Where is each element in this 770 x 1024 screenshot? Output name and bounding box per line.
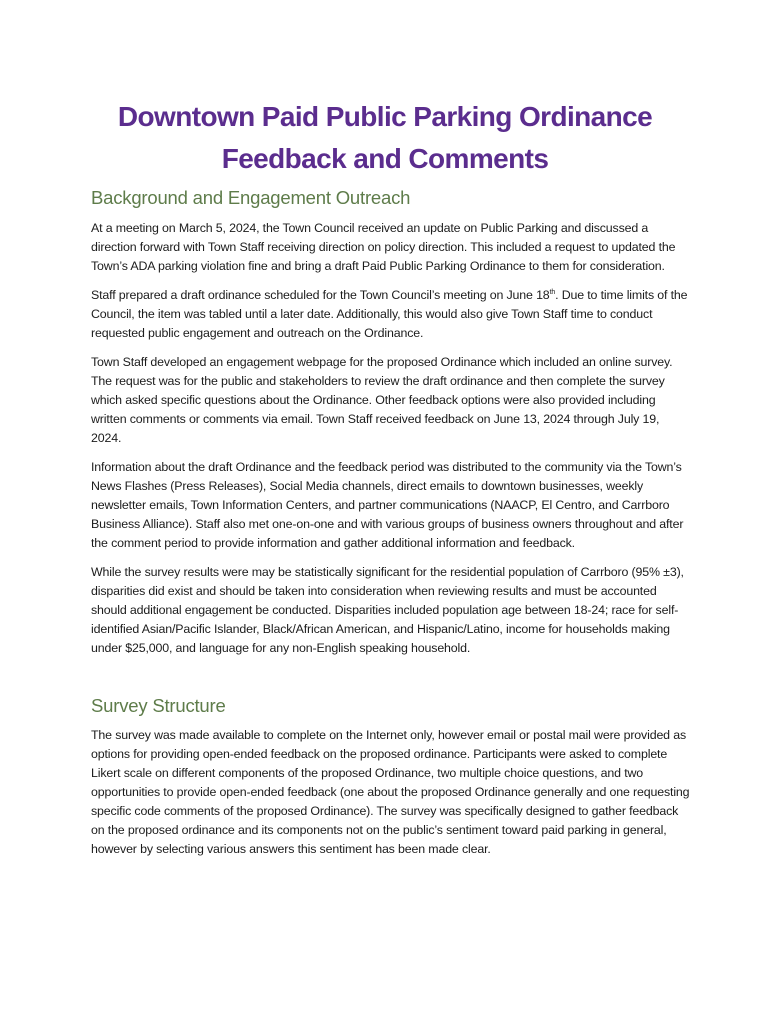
paragraph-background-2-part-a: Staff prepared a draft ordinance scheduled for the Town Council’s meeting on June 18 [91, 288, 550, 302]
paragraph-survey-1: The survey was made available to complete on the Internet only, however email or postal mail were provided as options for providing open-ended feedback on the proposed ordinance. Participants were asked to complete Likert scale on different components of the proposed Ordinance, two multiple choice questions, and two opportunities to provide open-ended feedback (one about the proposed Ordinance generally and one requesting specific code comments of the proposed Ordinance). The survey was specifically designed to gather feedback on the proposed ordinance and its components not on the public’s sentiment toward paid parking in general, however by selecting various answers this sentiment has been made clear. [91, 728, 690, 856]
title-line-1: Downtown Paid Public Parking Ordinance [117, 101, 653, 132]
heading-survey-structure: Survey Structure [91, 695, 226, 716]
heading-background: Background and Engagement Outreach [91, 187, 411, 208]
document-title [60, 96, 710, 180]
document-body [91, 186, 691, 869]
ordinal-suffix: th [549, 288, 556, 296]
paragraph-background-2 [91, 286, 691, 343]
paragraph-background-3: Town Staff developed an engagement webpage for the proposed Ordinance which included an online survey. The request was for the public and stakeholders to review the draft ordinance and then complete the survey which asked specific questions about the Ordinance. Other feedback options were also provided including written comments or comments via email. Town Staff received feedback on June 13, 2024 through July 19, 2024. [91, 355, 673, 445]
paragraph-background-2-part-b: . Due to time limits of the Council, the item was tabled until a later date. Additionally, this would also give Town Staff time to conduct requested public engagement and outreach on the Ordinance. [91, 288, 688, 340]
paragraph-background-4: Information about the draft Ordinance and the feedback period was distributed to the community via the Town’s News Flashes (Press Releases), Social Media channels, direct emails to downtown businesses, weekly newsletter emails, Town Information Centers, and partner communications (NAACP, El Centro, and Carrboro Business Alliance). Staff also met one-on-one and with various groups of business owners throughout and after the comment period to provide information and gather additional information and feedback. [91, 460, 684, 550]
paragraph-background-1: At a meeting on March 5, 2024, the Town Council received an update on Public Parking and discussed a direction forward with Town Staff receiving direction on policy direction. This included a request to updated the Town’s ADA parking violation fine and bring a draft Paid Public Parking Ordinance to them for consideration. [91, 221, 676, 273]
title-line-2: Feedback and Comments [221, 143, 549, 174]
paragraph-background-5: While the survey results were may be statistically significant for the residential population of Carrboro (95% ±3), disparities did exist and should be taken into consideration when reviewing results and must be accounted should additional engagement be conducted. Disparities included population age between 18-24; race for self-identified Asian/Pacific Islander, Black/African American, and Hispanic/Latino, income for households making under $25,000, and language for any non-English speaking household. [91, 565, 684, 655]
